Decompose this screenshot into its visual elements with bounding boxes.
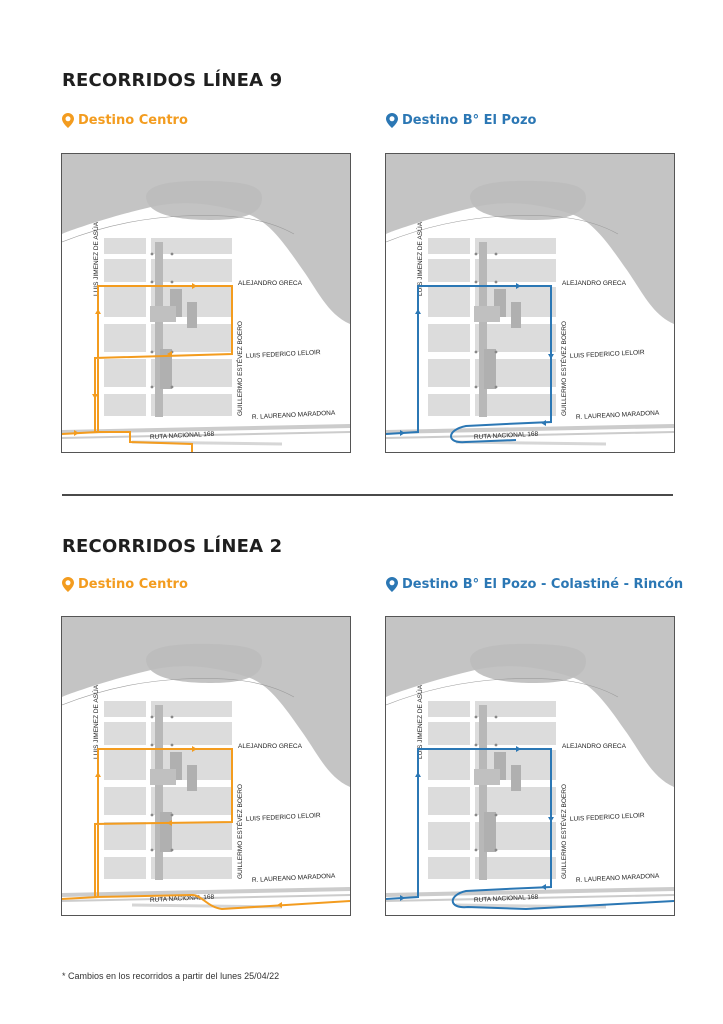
map-marker bbox=[495, 849, 498, 852]
map-marker bbox=[475, 849, 478, 852]
city-block bbox=[104, 722, 146, 745]
map-marker bbox=[151, 744, 154, 747]
city-block bbox=[151, 259, 232, 282]
street-label-maradona: R. LAUREANO MARADONA bbox=[251, 872, 336, 884]
city-block bbox=[428, 750, 470, 780]
destination-text: Destino B° El Pozo - Colastiné - Rincón bbox=[402, 577, 684, 592]
map-pin-icon bbox=[62, 113, 74, 128]
street-label-ruta: RUTA NACIONAL 168 bbox=[473, 430, 539, 441]
city-block bbox=[151, 324, 232, 352]
street-label-ruta: RUTA NACIONAL 168 bbox=[149, 893, 215, 904]
island-area bbox=[146, 181, 262, 220]
street-label-jimenez: LUIS JIMENEZ DE ASÚA bbox=[93, 221, 100, 296]
city-block bbox=[428, 701, 470, 717]
island-area bbox=[146, 644, 262, 683]
street-label-boero: GUILLERMO ESTÉVEZ BOERO bbox=[561, 321, 568, 416]
street-label-maradona: R. LAUREANO MARADONA bbox=[575, 409, 660, 421]
city-block bbox=[428, 287, 470, 317]
street-label-ruta: RUTA NACIONAL 168 bbox=[473, 893, 539, 904]
island-area bbox=[470, 644, 586, 683]
city-block bbox=[104, 822, 146, 850]
destination-text: Destino Centro bbox=[78, 577, 188, 592]
city-block bbox=[151, 238, 232, 254]
city-block bbox=[104, 259, 146, 282]
street-label-leloir: LUIS FEDERICO LELOIR bbox=[245, 349, 321, 360]
direction-arrow bbox=[541, 884, 546, 890]
island-area bbox=[470, 181, 586, 220]
street-label-jimenez: LUIS JIMENEZ DE ASÚA bbox=[417, 684, 424, 759]
direction-arrow bbox=[548, 817, 554, 822]
street-label-boero: GUILLERMO ESTÉVEZ BOERO bbox=[237, 321, 244, 416]
map-drawing bbox=[62, 617, 350, 915]
city-block bbox=[428, 238, 470, 254]
section-title-linea-9: RECORRIDOS LÍNEA 9 bbox=[62, 70, 283, 91]
map-marker bbox=[151, 849, 154, 852]
map-marker bbox=[171, 253, 174, 256]
direction-arrow bbox=[415, 309, 421, 314]
map-drawing bbox=[386, 617, 674, 915]
central-building bbox=[155, 242, 163, 417]
building bbox=[484, 812, 496, 852]
map-marker bbox=[495, 351, 498, 354]
street-label-ruta: RUTA NACIONAL 168 bbox=[149, 430, 215, 441]
building bbox=[511, 765, 521, 791]
city-block bbox=[151, 394, 232, 416]
section-title-linea-2: RECORRIDOS LÍNEA 2 bbox=[62, 536, 283, 557]
building bbox=[511, 302, 521, 328]
city-block bbox=[104, 857, 146, 879]
city-block bbox=[428, 324, 470, 352]
footnote: * Cambios en los recorridos a partir del lunes 25/04/22 bbox=[62, 971, 280, 981]
building bbox=[150, 306, 176, 322]
street-label-jimenez: LUIS JIMENEZ DE ASÚA bbox=[93, 684, 100, 759]
city-block bbox=[104, 701, 146, 717]
destination-label-pozo-linea-9 bbox=[386, 113, 536, 128]
building bbox=[160, 812, 172, 852]
building bbox=[150, 769, 176, 785]
city-block bbox=[151, 787, 232, 815]
direction-arrow bbox=[541, 420, 546, 426]
map-marker bbox=[475, 814, 478, 817]
direction-arrow bbox=[95, 309, 101, 314]
street-label-leloir: LUIS FEDERICO LELOIR bbox=[245, 812, 321, 823]
destination-label-centro-linea-2 bbox=[62, 577, 188, 592]
city-block bbox=[428, 722, 470, 745]
street-label-boero: GUILLERMO ESTÉVEZ BOERO bbox=[237, 784, 244, 879]
map-marker bbox=[171, 849, 174, 852]
section-divider bbox=[62, 494, 673, 496]
building bbox=[187, 765, 197, 791]
street-label-greca: ALEJANDRO GRECA bbox=[238, 280, 302, 287]
city-block bbox=[104, 287, 146, 317]
city-block bbox=[428, 857, 470, 879]
city-block bbox=[475, 238, 556, 254]
street-label-greca: ALEJANDRO GRECA bbox=[238, 743, 302, 750]
city-block bbox=[475, 394, 556, 416]
city-block bbox=[475, 701, 556, 717]
building bbox=[474, 306, 500, 322]
map-marker bbox=[475, 281, 478, 284]
street-label-maradona: R. LAUREANO MARADONA bbox=[251, 409, 336, 421]
city-block bbox=[475, 324, 556, 352]
city-block bbox=[428, 359, 470, 387]
map-marker bbox=[171, 281, 174, 284]
map-marker bbox=[151, 814, 154, 817]
map-marker bbox=[171, 716, 174, 719]
map-marker bbox=[495, 281, 498, 284]
map-drawing bbox=[62, 154, 350, 452]
route-map-linea-9-centro bbox=[61, 153, 351, 453]
map-marker bbox=[475, 386, 478, 389]
direction-arrow bbox=[548, 354, 554, 359]
city-block bbox=[428, 394, 470, 416]
city-block bbox=[104, 324, 146, 352]
building bbox=[484, 349, 496, 389]
central-building bbox=[155, 705, 163, 880]
city-block bbox=[104, 359, 146, 387]
city-block bbox=[475, 857, 556, 879]
city-block bbox=[104, 238, 146, 254]
map-marker bbox=[151, 253, 154, 256]
map-pin-icon bbox=[386, 577, 398, 592]
city-block bbox=[104, 787, 146, 815]
central-building bbox=[479, 242, 487, 417]
route-map-linea-9-pozo bbox=[385, 153, 675, 453]
direction-arrow bbox=[95, 772, 101, 777]
map-marker bbox=[151, 386, 154, 389]
map-marker bbox=[475, 351, 478, 354]
map-marker bbox=[495, 716, 498, 719]
map-marker bbox=[495, 814, 498, 817]
route-map-linea-2-centro bbox=[61, 616, 351, 916]
city-block bbox=[475, 722, 556, 745]
street-label-greca: ALEJANDRO GRECA bbox=[562, 280, 626, 287]
street-label-leloir: LUIS FEDERICO LELOIR bbox=[569, 349, 645, 360]
destination-label-pozo-linea-2 bbox=[386, 577, 683, 592]
destination-text: Destino B° El Pozo bbox=[402, 113, 537, 128]
street-label-jimenez: LUIS JIMENEZ DE ASÚA bbox=[417, 221, 424, 296]
city-block bbox=[104, 750, 146, 780]
city-block bbox=[151, 857, 232, 879]
city-block bbox=[428, 822, 470, 850]
city-block bbox=[151, 722, 232, 745]
map-marker bbox=[171, 814, 174, 817]
route-map-linea-2-pozo bbox=[385, 616, 675, 916]
city-block bbox=[475, 787, 556, 815]
destination-text: Destino Centro bbox=[78, 113, 188, 128]
map-pin-icon bbox=[386, 113, 398, 128]
map-marker bbox=[171, 386, 174, 389]
street-label-boero: GUILLERMO ESTÉVEZ BOERO bbox=[561, 784, 568, 879]
map-marker bbox=[475, 744, 478, 747]
map-drawing bbox=[386, 154, 674, 452]
building bbox=[474, 769, 500, 785]
city-block bbox=[151, 701, 232, 717]
map-marker bbox=[171, 744, 174, 747]
map-marker bbox=[495, 744, 498, 747]
city-block bbox=[428, 787, 470, 815]
map-marker bbox=[475, 716, 478, 719]
city-block bbox=[475, 259, 556, 282]
map-marker bbox=[495, 386, 498, 389]
map-marker bbox=[151, 351, 154, 354]
central-building bbox=[479, 705, 487, 880]
city-block bbox=[428, 259, 470, 282]
map-marker bbox=[151, 281, 154, 284]
direction-arrow bbox=[415, 772, 421, 777]
destination-label-centro-linea-9 bbox=[62, 113, 188, 128]
street-label-greca: ALEJANDRO GRECA bbox=[562, 743, 626, 750]
city-block bbox=[104, 394, 146, 416]
map-pin-icon bbox=[62, 577, 74, 592]
building bbox=[187, 302, 197, 328]
map-marker bbox=[151, 716, 154, 719]
street-label-leloir: LUIS FEDERICO LELOIR bbox=[569, 812, 645, 823]
map-marker bbox=[475, 253, 478, 256]
map-marker bbox=[495, 253, 498, 256]
street-label-maradona: R. LAUREANO MARADONA bbox=[575, 872, 660, 884]
